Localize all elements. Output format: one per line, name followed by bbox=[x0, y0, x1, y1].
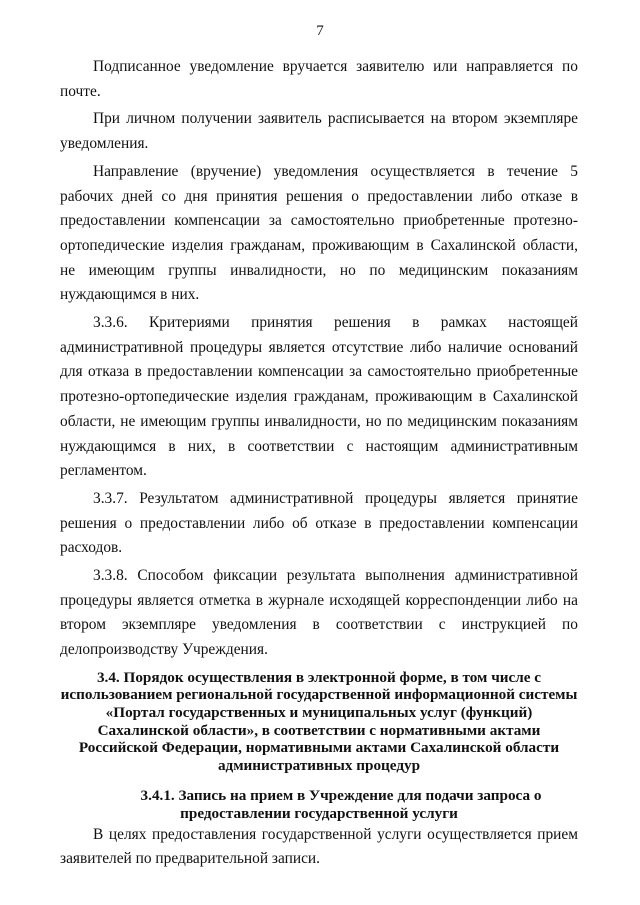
paragraph-personal-receipt: При личном получении заявитель расписывается на втором экземпляре уведомления. bbox=[60, 110, 578, 153]
section-heading-3-4-1-line-1: 3.4.1. Запись на прием в Учреждение для подачи запроса о bbox=[140, 787, 542, 805]
document-body bbox=[60, 55, 578, 872]
paragraph-3-3-8: 3.3.8. Способом фиксации результата выполнения административной процедуры является отметка в журнале исходящей корреспонденции либо на втором экземпляре уведомления в соответствии с инструкцией по делопроизводству Учреждения. bbox=[60, 567, 578, 659]
section-heading-3-4-1-line-2: предоставлении государственной услуги bbox=[180, 805, 458, 823]
paragraph-delivery-term: Направление (вручение) уведомления осуществляется в течение 5 рабочих дней со дня принятия решения о предоставлении либо отказе в предоставлении компенсации за самостоятельно приобретенные протезно-ортопедические изделия гражданам, проживающим в Сахалинской области, не имеющим группы инвалидности, но по медицинским показаниям нуждающимся в них. bbox=[60, 162, 578, 304]
paragraph-3-3-6: 3.3.6. Критериями принятия решения в рамках настоящей административной процедуры является отсутствие либо наличие оснований для отказа в предоставлении компенсации за самостоятельно приобретенные протезно-ортопедические изделия гражданам, проживающим в Сахалинской области, не имеющим группы инвалидности, но по медицинским показаниям нуждающимся в них, в соответствии с настоящим административным регламентом. bbox=[60, 314, 578, 480]
paragraph-appointment: В целях предоставления государственной услуги осуществляется прием заявителей по предварительной записи. bbox=[60, 825, 578, 868]
paragraph-notice-delivery: Подписанное уведомление вручается заявителю или направляется по почте. bbox=[60, 58, 578, 100]
section-heading-3-4: 3.4. Порядок осуществления в электронной форме, в том числе с использованием региональной государственной информационной системы «Портал государственных и муниципальных услуг (функций) Сахалинской области», в соответствии с нормативными актами Российской Федерации, нормативными актами Сахалинской области административных процедур bbox=[60, 668, 578, 774]
page-number: 7 bbox=[316, 23, 324, 39]
section-heading-3-4-1 bbox=[60, 787, 578, 822]
paragraph-3-3-7: 3.3.7. Результатом административной процедуры является принятие решения о предоставлении либо об отказе в предоставлении компенсации расходов. bbox=[60, 489, 578, 557]
